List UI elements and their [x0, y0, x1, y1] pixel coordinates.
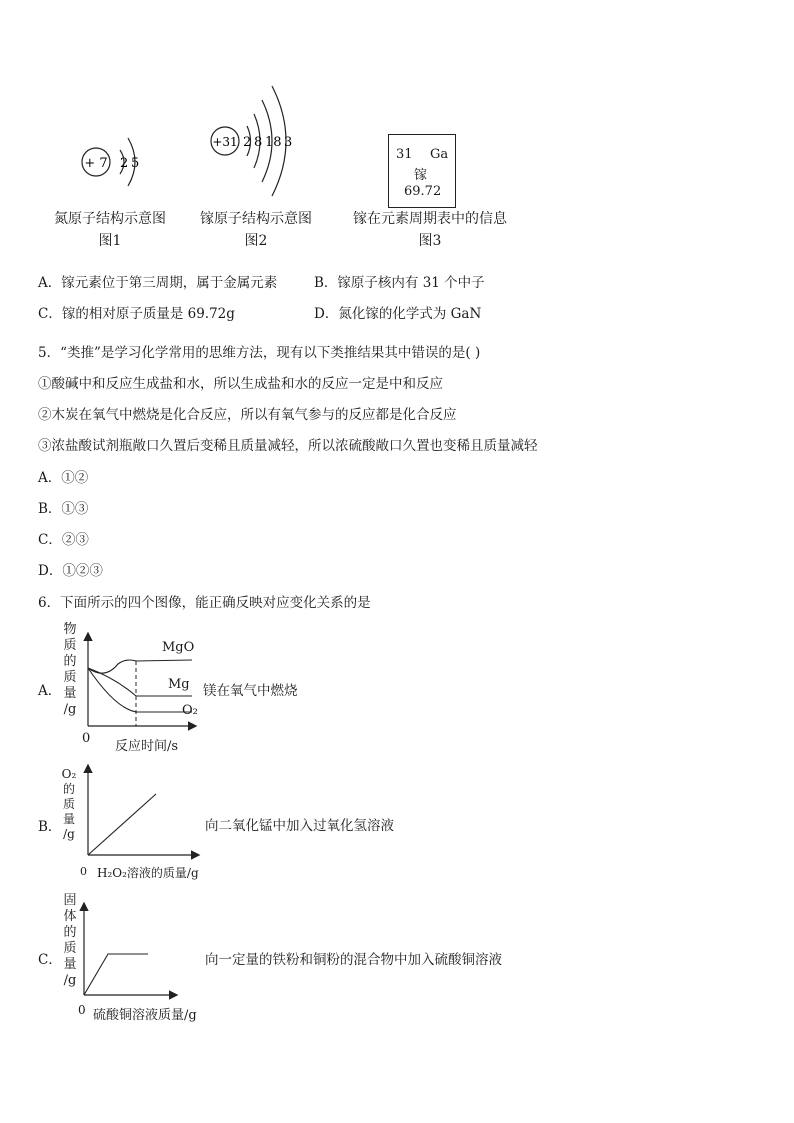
graph-b-svg — [80, 760, 205, 860]
graph-a-xlabel: 反应时间/s — [115, 739, 179, 754]
graph-b-line — [88, 794, 156, 855]
q6-option-b-label: B． — [38, 819, 62, 835]
figure2-label: 图2 — [244, 233, 268, 249]
q6-option-c-label: C． — [38, 952, 62, 968]
nitrogen-shell-2: 5 — [131, 156, 140, 171]
figure1-caption: 氮原子结构示意图 — [54, 211, 166, 227]
q5-option-c: C．②③ — [38, 532, 89, 548]
figure3-label: 图3 — [418, 233, 442, 249]
graph-b-origin: 0 — [80, 865, 87, 878]
gallium-shell-3: 18 — [265, 135, 282, 150]
graph-a-curve-mgo — [88, 660, 192, 673]
q6-option-a-label: A． — [38, 683, 62, 699]
graph-a-ylabel: 物 质 的 质 量 /g — [63, 622, 77, 717]
figure3-caption: 镓在元素周期表中的信息 — [353, 211, 507, 227]
gallium-shell-4: 3 — [284, 135, 293, 150]
graph-b-xlabel: H₂O₂溶液的质量/g — [97, 866, 199, 880]
graph-a-series-mgo: MgO — [162, 640, 195, 655]
nitrogen-atom-diagram — [70, 120, 170, 200]
q6-stem: 6．下面所示的四个图像，能正确反映对应变化关系的是 — [38, 595, 371, 611]
q5-statement-3: ③浓盐酸试剂瓶敞口久置后变稀且质量减轻，所以浓硫酸敞口久置也变稀且质量减轻 — [38, 438, 538, 454]
element-name: 镓 — [414, 168, 428, 183]
q4-option-c: C．镓的相对原子质量是 69.72g — [38, 306, 235, 322]
nitrogen-nucleus: + 7 — [84, 156, 108, 171]
figure1-label: 图1 — [98, 233, 122, 249]
q5-statement-1: ①酸碱中和反应生成盐和水，所以生成盐和水的反应一定是中和反应 — [38, 376, 443, 392]
graph-b-ylabel: O₂ 的 质 量 /g — [61, 767, 77, 841]
q5-option-a: A．①② — [38, 470, 89, 486]
q5-option-b: B．①③ — [38, 501, 89, 517]
atomic-number: 31 — [396, 147, 413, 162]
graph-c-origin: 0 — [78, 1003, 86, 1017]
graph-c-ylabel: 固 体 的 质 量 /g — [63, 893, 77, 988]
q5-option-d: D．①②③ — [38, 563, 103, 579]
q4-option-b: B．镓原子核内有 31 个中子 — [314, 275, 485, 291]
graph-a-description: 镁在氧气中燃烧 — [203, 683, 298, 699]
periodic-cell — [388, 134, 456, 208]
q4-option-a: A．镓元素位于第三周期，属于金属元素 — [38, 275, 278, 291]
gallium-atom-diagram — [200, 78, 310, 203]
graph-a-series-o2: O₂ — [182, 703, 198, 718]
graph-c-svg — [78, 898, 183, 1000]
graph-a-origin: 0 — [82, 731, 91, 746]
graph-c-description: 向一定量的铁粉和铜粉的混合物中加入硫酸铜溶液 — [205, 952, 502, 968]
figure2-caption: 镓原子结构示意图 — [200, 211, 312, 227]
q5-statement-2: ②木炭在氧气中燃烧是化合反应，所以有氧气参与的反应都是化合反应 — [38, 407, 457, 423]
atomic-mass: 69.72 — [404, 184, 442, 199]
q4-option-d: D．氮化镓的化学式为 GaN — [314, 306, 482, 322]
graph-c-xlabel: 硫酸铜溶液质量/g — [93, 1008, 197, 1023]
q5-stem: 5．“类推”是学习化学常用的思维方法，现有以下类推结果其中错误的是( ) — [38, 345, 481, 361]
graph-b-description: 向二氧化锰中加入过氧化氢溶液 — [205, 818, 394, 834]
graph-a-series-mg: Mg — [168, 677, 190, 692]
nitrogen-shell-1: 2 — [120, 156, 129, 171]
gallium-shell-2: 8 — [254, 135, 263, 150]
graph-c-line — [84, 954, 148, 995]
element-symbol: Ga — [430, 147, 449, 162]
gallium-shell-1: 2 — [243, 135, 252, 150]
gallium-nucleus: +31 — [212, 135, 238, 149]
